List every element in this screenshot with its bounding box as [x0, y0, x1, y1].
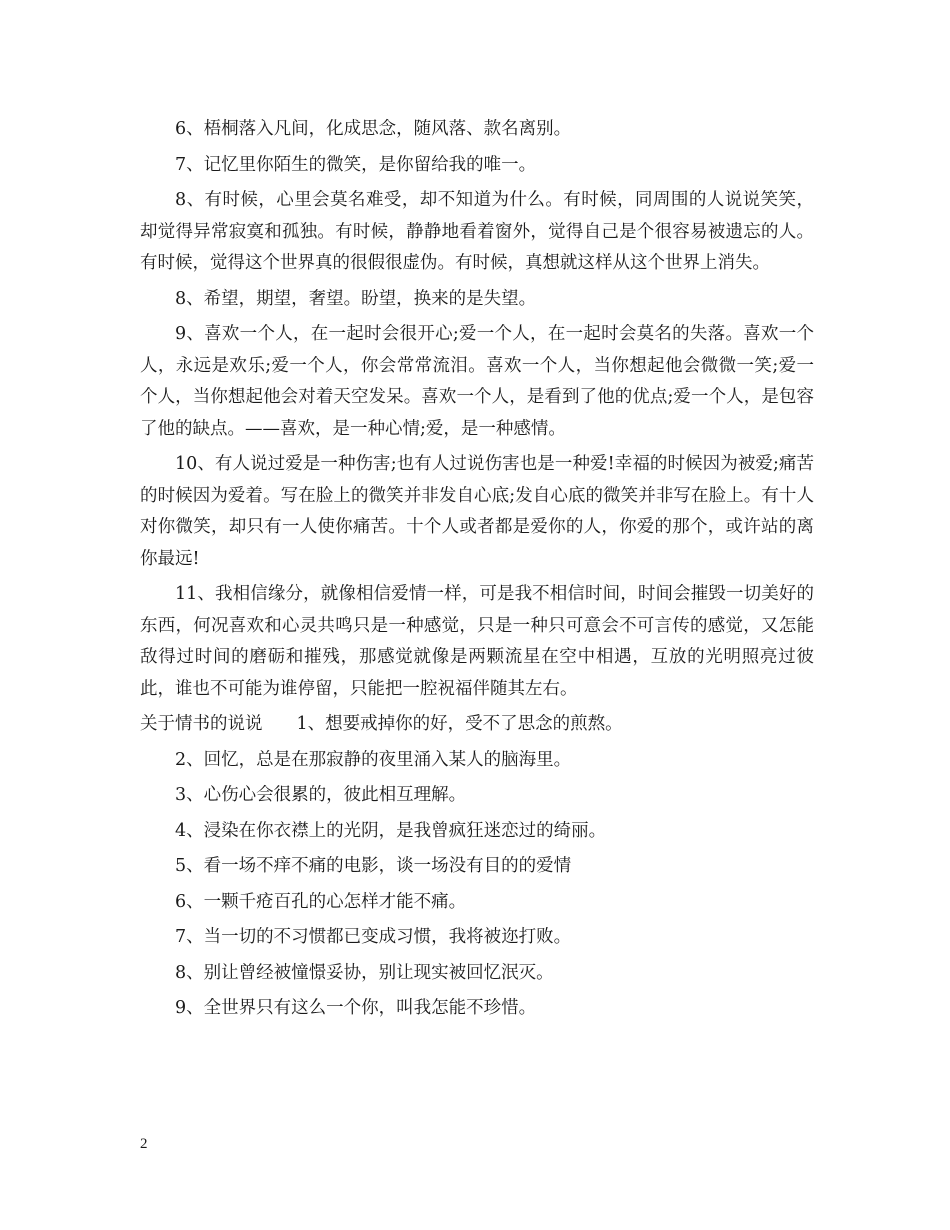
- list-item: 6、一颗千疮百孔的心怎样才能不痛。: [175, 891, 467, 912]
- paragraph: 9、喜欢一个人，在一起时会很开心;爱一个人，在一起时会莫名的失落。喜欢一个人，永远是欢乐;爱一个人，你会常常流泪。喜欢一个人，当你想起他会微微一笑;爱一个人，当你想起他会对着天空发呆。喜欢一个人，是看到了他的优点;爱一个人，是包容了他的缺点。——喜欢，是一种心情;爱，是一种感情。: [140, 324, 814, 439]
- list-item: 5、看一场不痒不痛的电影，谈一场没有目的的爱情: [175, 856, 572, 876]
- page-number: 2: [140, 1136, 148, 1152]
- list-item: 3、心伤心会很累的，彼此相互理解。: [175, 785, 467, 805]
- document-body: [140, 114, 814, 1029]
- section-title: 关于情书的说说: [140, 714, 263, 734]
- list-item: 8、别让曾经被憧憬妥协，别让现实被回忆泯灭。: [175, 962, 554, 983]
- section-heading-line: [140, 709, 814, 741]
- paragraph: 8、希望，期望，奢望。盼望，换来的是失望。: [175, 288, 537, 309]
- paragraph: 10、有人说过爱是一种伤害;也有人过说伤害也是一种爱!幸福的时候因为被爱;痛苦的时候因为爱着。写在脸上的微笑并非发自心底;发自心底的微笑并非写在脸上。有十人对你微笑，却只有一人使你痛苦。十个人或者都是爱你的人，你爱的那个，或许站的离你最远!: [140, 454, 814, 569]
- paragraph: 7、记忆里你陌生的微笑，是你留给我的唯一。: [175, 154, 537, 175]
- list-item: 2、回忆，总是在那寂静的夜里涌入某人的脑海里。: [175, 749, 572, 770]
- section-first-item: 1、想要戒掉你的好，受不了思念的煎熬。: [296, 714, 623, 734]
- list-item: 4、浸染在你衣襟上的光阴，是我曾疯狂迷恋过的绮丽。: [175, 820, 607, 841]
- list-item: 9、全世界只有这么一个你，叫我怎能不珍惜。: [175, 998, 537, 1018]
- paragraph: 11、我相信缘分，就像相信爱情一样，可是我不相信时间，时间会摧毁一切美好的东西，何况喜欢和心灵共鸣只是一种感觉，只是一种只可意会不可言传的感觉，又怎能敌得过时间的磨砺和摧残，那感觉就像是两颗流星在空中相遇，互放的光明照亮过彼此，谁也不可能为谁停留，只能把一腔祝福伴随其左右。: [140, 584, 814, 699]
- paragraph: 6、梧桐落入凡间，化成思念，随风落、款名离别。: [175, 119, 572, 139]
- paragraph: 8、有时候，心里会莫名难受，却不知道为什么。有时候，同周围的人说说笑笑，却觉得异常寂寞和孤独。有时候，静静地看着窗外，觉得自己是个很容易被遗忘的人。有时候，觉得这个世界真的很假很虚伪。有时候，真想就这样从这个世界上消失。: [140, 190, 814, 273]
- list-item: 7、当一切的不习惯都已变成习惯，我将被迩打败。: [175, 927, 572, 947]
